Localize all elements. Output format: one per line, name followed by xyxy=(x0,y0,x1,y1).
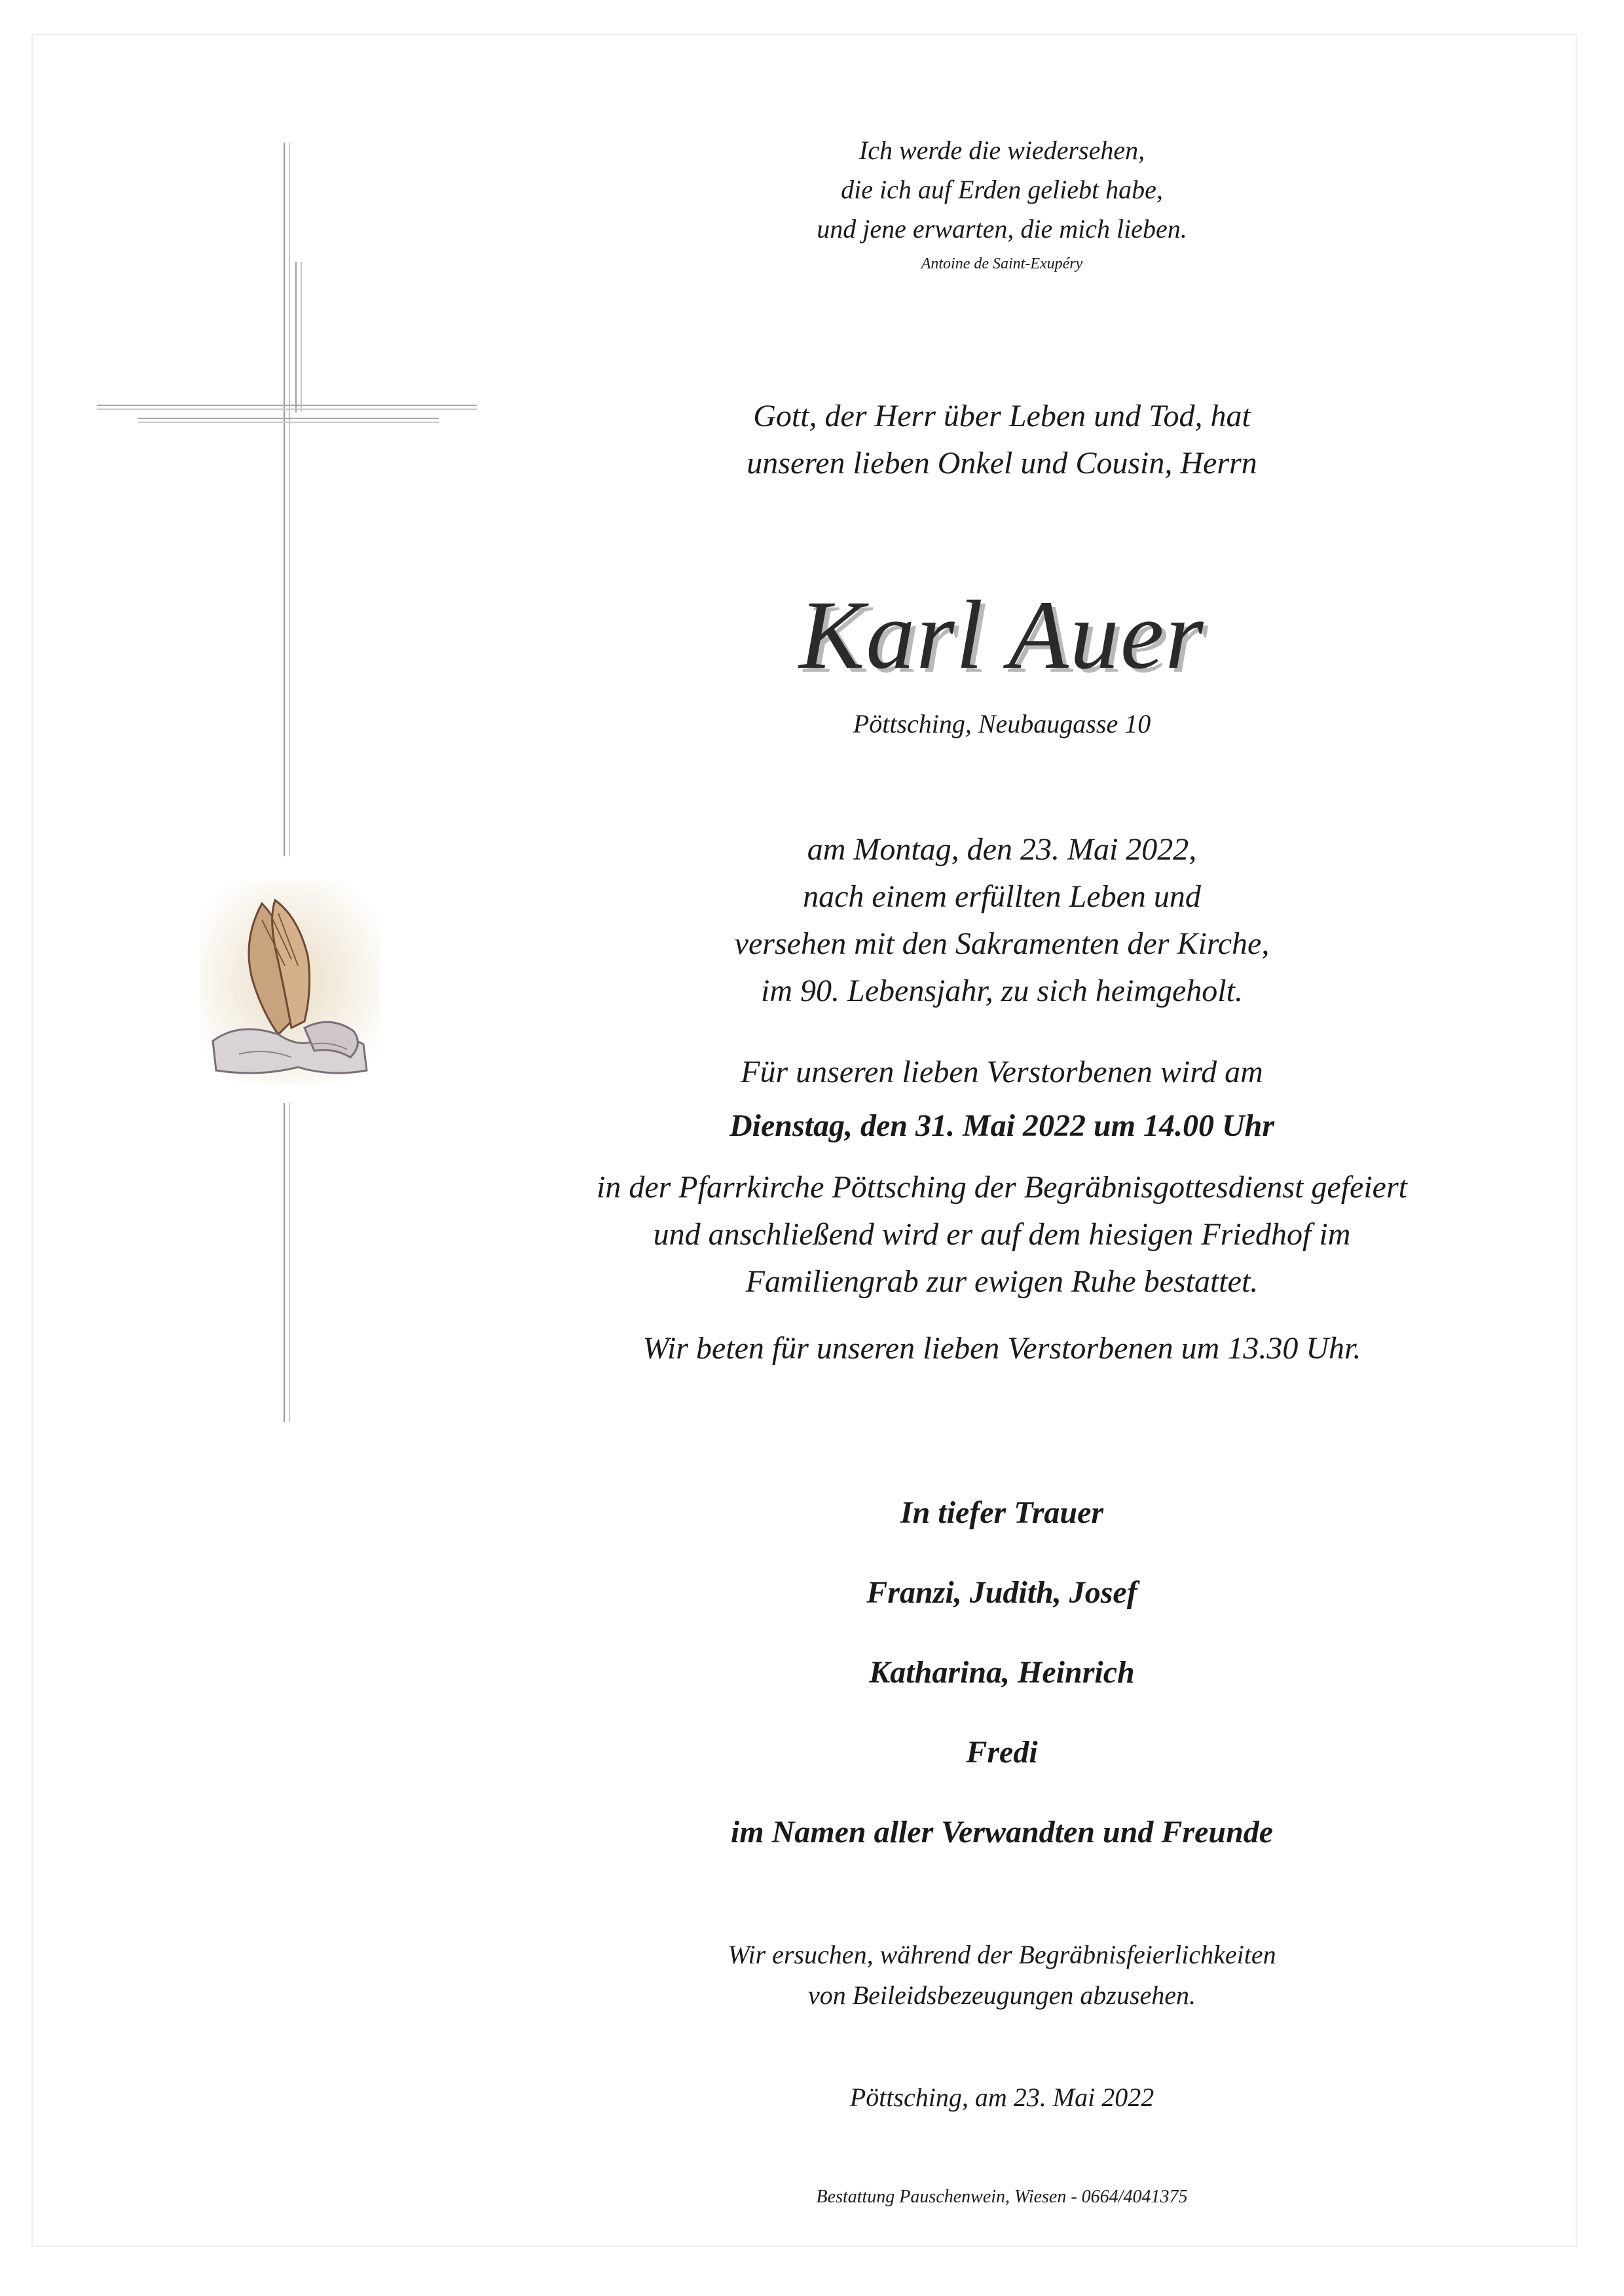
praying-hands-icon xyxy=(200,881,380,1084)
condolence-request xyxy=(498,1935,1506,2016)
deceased-address: Pöttsching, Neubaugasse 10 xyxy=(853,709,1151,738)
funeral-date: Dienstag, den 31. Mai 2022 um 14.00 Uhr xyxy=(729,1108,1275,1143)
funeral-service-line: in der Pfarrkirche Pöttsching der Begräbnisgottesdienst gefeiert xyxy=(596,1170,1407,1205)
condolence-request-line: von Beileidsbezeugungen abzusehen. xyxy=(807,1980,1196,2010)
quote-line: Ich werde die wiedersehen, xyxy=(858,136,1145,165)
quote xyxy=(498,131,1506,249)
deceased-name: Karl Auer xyxy=(799,581,1205,689)
mourners-line: Franzi, Judith, Josef xyxy=(866,1575,1137,1610)
undertaker: Bestattung Pauschenwein, Wiesen - 0664/4041375 xyxy=(816,2187,1188,2207)
prayer-time: Wir beten für unseren lieben Verstorbenen um 13.30 Uhr. xyxy=(642,1331,1361,1366)
quote-line: und jene erwarten, die mich lieben. xyxy=(817,214,1187,244)
mourners-line: In tiefer Trauer xyxy=(900,1495,1104,1530)
quote-line: die ich auf Erden geliebt habe, xyxy=(841,175,1163,204)
death-notice-line: im 90. Lebensjahr, zu sich heimgeholt. xyxy=(761,974,1243,1008)
mourners-line: Katharina, Heinrich xyxy=(869,1655,1135,1690)
mourners xyxy=(498,1473,1506,1872)
intro-text xyxy=(498,393,1506,487)
death-notice xyxy=(498,826,1506,1015)
death-notice-line: am Montag, den 23. Mai 2022, xyxy=(807,832,1197,867)
mourners-line: im Namen aller Verwandten und Freunde xyxy=(730,1815,1274,1850)
condolence-request-line: Wir ersuchen, während der Begräbnisfeierlichkeiten xyxy=(728,1940,1276,1969)
intro-line: Gott, der Herr über Leben und Tod, hat xyxy=(753,399,1251,433)
funeral-service-line: und anschließend wird er auf dem hiesigen Friedhof im xyxy=(653,1217,1351,1252)
mourners-line: Fredi xyxy=(966,1735,1038,1770)
intro-line: unseren lieben Onkel und Cousin, Herrn xyxy=(747,446,1257,481)
funeral-announce: Für unseren lieben Verstorbenen wird am xyxy=(741,1055,1263,1089)
funeral-service-line: Familiengrab zur ewigen Ruhe bestattet. xyxy=(745,1264,1259,1299)
death-notice-line: versehen mit den Sakramenten der Kirche, xyxy=(734,926,1270,961)
quote-author: Antoine de Saint-Exupéry xyxy=(921,255,1083,272)
place-date: Pöttsching, am 23. Mai 2022 xyxy=(849,2083,1154,2112)
funeral-service xyxy=(498,1164,1506,1305)
death-notice-line: nach einem erfüllten Leben und xyxy=(803,879,1201,914)
